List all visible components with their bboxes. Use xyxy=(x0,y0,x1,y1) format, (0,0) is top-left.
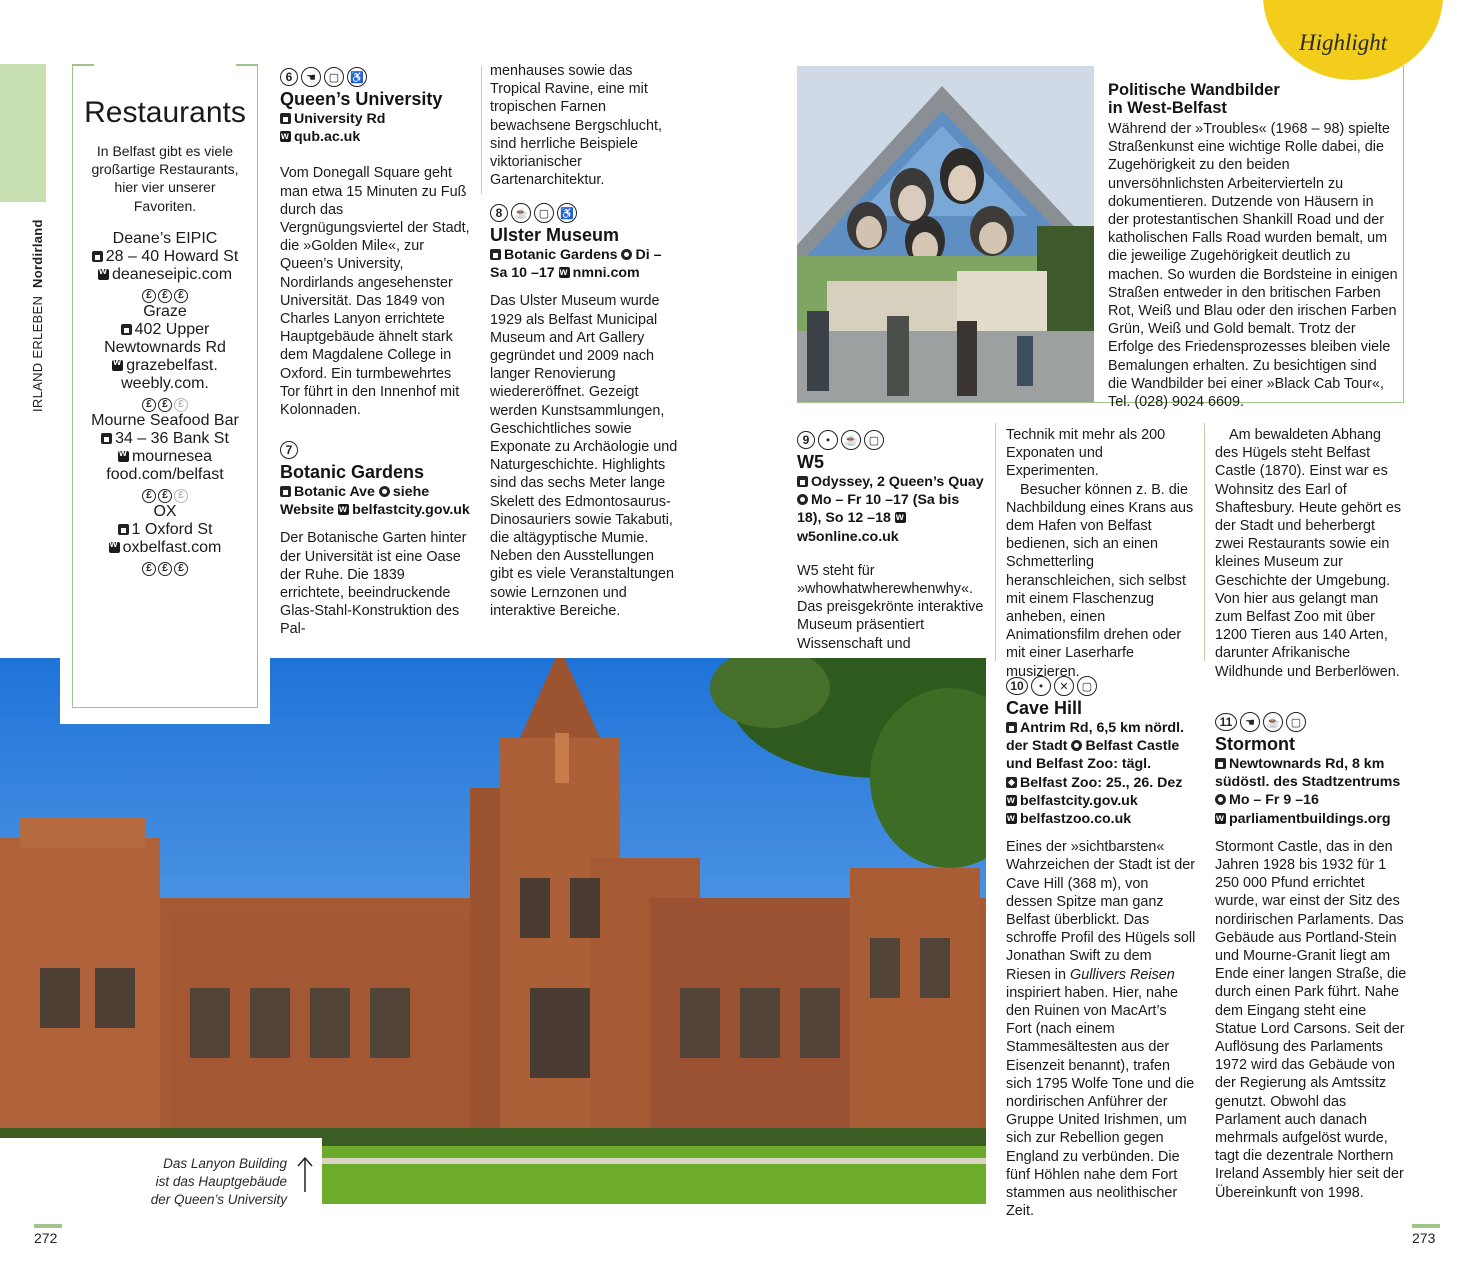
entry-text: Das Ulster Museum wurde 1929 als Belfast Municipal Museum and Art Gallery gegründet und 2009 nach langer Renovierung wiedereröffnet. Gezeigt werden Kunstsammlungen, Geschichtliches sowie Exponate zu Archäologie und Naturgeschichte. Highlights sind das sechs Meter lange Skelett des Edmontosaurus-Dinosauriers sowie Takabuti, die altägyptische Mumie. Neben den Ausstellungen gibt es viele Veranstaltungen sowie Lernzonen und interaktive Bereiche. xyxy=(490,293,678,619)
entry-badges xyxy=(280,66,470,88)
entry-badges xyxy=(490,202,680,224)
caption-line1: Das Lanyon Building xyxy=(163,1156,287,1171)
price-icon: £ xyxy=(158,398,172,412)
entry-website[interactable]: qub.ac.uk xyxy=(294,129,361,146)
entry-text: Der Botanische Garten hinter der Universität ist eine Oase der Ruhe. Die 1839 errichtete, beeindruckende Glas-Stahl-Konstruktion des Pal- xyxy=(280,530,467,638)
price-icon: £ xyxy=(142,289,156,303)
entry-text: Vom Donegall Square geht man etwa 15 Minuten zu Fuß durch das Vergnügungsviertel der Stadt, die »Golden Mile«, zur Queen’s University, Nordirlands angesehenster Universität. Das 1849 von Charles Lanyon errichtete Hauptgebäude ähnelt stark dem Magdalene College in Oxford. Ein turmbewehrtes Tor führt in den Innenhof mit Kolonnaden. xyxy=(280,165,470,419)
address-icon xyxy=(101,433,112,444)
web-icon xyxy=(112,360,123,371)
section-tab-label xyxy=(30,219,45,412)
page-number-left xyxy=(34,1224,62,1228)
column-divider xyxy=(481,66,482,194)
price-icon: £ xyxy=(174,289,188,303)
entry-text: W5 steht für »whowhatwherewhenwhy«. Das preisgekrönte interaktive Museum präsentiert Wissenschaft und xyxy=(797,562,984,652)
restaurant-name: Graze xyxy=(143,302,187,320)
restaurant-address: 1 Oxford St xyxy=(131,520,213,538)
web-icon xyxy=(118,451,129,462)
price-icon-inactive: £ xyxy=(174,398,188,412)
column-divider xyxy=(1204,423,1205,661)
page-number-right xyxy=(1412,1224,1440,1228)
entry-number: 9 xyxy=(797,431,815,449)
entry-text-italic: Gullivers Reisen xyxy=(1070,966,1175,983)
entry-number: 7 xyxy=(280,441,298,459)
shop-icon: ▢ xyxy=(864,430,884,450)
entry-hours: Mo – Fr 9 –16 xyxy=(1229,792,1319,809)
entry-number: 6 xyxy=(280,68,298,86)
entry-badges xyxy=(280,439,470,461)
entry-hours: siehe Website xyxy=(280,484,430,519)
restaurants-intro: In Belfast gibt es viele großartige Restaurants, hier vier unserer Favoriten. xyxy=(91,143,239,214)
entry-address: Odyssey, 2 Queen’s Quay xyxy=(811,474,984,490)
entry-website[interactable]: belfastcity.gov.uk xyxy=(352,502,470,519)
ticket-icon: ⬩ xyxy=(818,430,838,450)
restaurants-sidebar-content xyxy=(80,94,250,576)
entry-hours: Belfast Castle und Belfast Zoo: tägl. xyxy=(1006,738,1180,773)
web-icon xyxy=(1006,813,1017,824)
restaurant-website[interactable]: grazebelfast. xyxy=(126,356,218,374)
entry-badges xyxy=(1006,675,1196,697)
caption-line2: ist das Hauptgebäude xyxy=(155,1174,287,1189)
restaurant-icon: ✕ xyxy=(1054,676,1074,696)
section-color-tab xyxy=(0,64,46,202)
section-part2: Nordirland xyxy=(30,219,45,288)
entry-website-link[interactable] xyxy=(280,128,470,146)
entry-number: 8 xyxy=(490,204,508,222)
entry-botanic-continuation: menhauses sowie das Tropical Ravine, eine mit tropischen Farnen bewachsene Bergschlucht, sind herrliche Beispiele viktorianischer Gartenarchitektur. xyxy=(490,63,662,189)
price-icon: £ xyxy=(142,398,156,412)
restaurant-website-link[interactable] xyxy=(80,357,250,375)
entry-address: Antrim Rd, 6,5 km nördl. der Stadt xyxy=(1006,720,1184,755)
cafe-icon: ☕ xyxy=(511,203,531,223)
entry-website-link[interactable] xyxy=(1215,810,1407,828)
web-icon xyxy=(1215,813,1226,824)
hand-icon: ☚ xyxy=(1240,712,1260,732)
caption-line3: der Queen’s University xyxy=(150,1192,287,1207)
ticket-icon: ⬩ xyxy=(1031,676,1051,696)
web-icon xyxy=(559,267,570,278)
entry-title: W5 xyxy=(797,452,824,472)
shop-icon: ▢ xyxy=(324,67,344,87)
entry-website[interactable]: parliamentbuildings.org xyxy=(1229,810,1391,827)
address-icon xyxy=(1006,722,1017,733)
price-rating xyxy=(80,489,250,503)
section-part1: IRLAND ERLEBEN xyxy=(30,295,45,412)
shop-icon: ▢ xyxy=(1286,712,1306,732)
restaurant-address: 34 – 36 Bank St xyxy=(115,429,229,447)
entry-address: University Rd xyxy=(294,111,386,127)
shop-icon: ▢ xyxy=(534,203,554,223)
entry-cave-hill-col2: Am bewaldeten Abhang des Hügels steht Belfast Castle (1870). Einst war es Wohnsitz des Earl of Shaftesbury. Heute gehört es der Stadt und beherbergt zwei Restaurants sowie ein kleines Museum zur Geschichte der Umgebung. Von hier aus gelangt man zum Belfast Zoo mit über 1200 Tieren aus 140 Arten, darunter Afrikanische Wildhunde und Berberlöwen. xyxy=(1215,427,1402,680)
entry-website-2[interactable]: belfastzoo.co.uk xyxy=(1020,811,1132,828)
entry-text xyxy=(1006,838,1196,1220)
entry-title: Cave Hill xyxy=(1006,698,1083,718)
box-title-line2: in West-Belfast xyxy=(1108,99,1227,117)
page-number-left-text: 272 xyxy=(34,1230,58,1246)
wheelchair-icon: ♿ xyxy=(347,67,367,87)
shop-icon: ▢ xyxy=(1077,676,1097,696)
web-icon xyxy=(1006,795,1017,806)
price-rating xyxy=(80,398,250,412)
entry-number: 11 xyxy=(1215,713,1237,731)
entry-queens-university xyxy=(280,66,470,419)
entry-botanic-gardens xyxy=(280,439,470,639)
entry-address: Botanic Ave xyxy=(294,484,375,500)
web-icon xyxy=(98,269,109,280)
entry-badges xyxy=(797,429,987,451)
photo-caption xyxy=(120,1155,287,1209)
clock-icon xyxy=(797,494,808,505)
entry-title: Queen’s University xyxy=(280,89,443,109)
restaurant-name: Mourne Seafood Bar xyxy=(91,411,239,429)
restaurant-website[interactable]: deaneseipic.com xyxy=(111,265,233,283)
address-icon xyxy=(92,251,103,262)
restaurants-title: Restaurants xyxy=(84,96,246,129)
wheelchair-icon: ♿ xyxy=(557,203,577,223)
column-divider xyxy=(995,423,996,661)
address-icon xyxy=(280,486,291,497)
entry-w5-text3: Besucher können z. B. die Nachbildung eines Krans aus dem Hafen von Belfast bedienen, sich an einen Schmetterling heranschleichen, sich selbst mit einem Flaschenzug anheben, einen Animationsfilm drehen oder mit einer Laserharfe musizieren. xyxy=(1006,481,1194,680)
restaurant-name: OX xyxy=(153,502,177,520)
web-icon xyxy=(895,512,906,523)
entry-address: Newtownards Rd, 8 km südöstl. des Stadtzentrums xyxy=(1215,756,1401,791)
entry-website[interactable]: nmni.com xyxy=(572,265,640,282)
entry-website[interactable]: w5online.co.uk xyxy=(797,528,899,545)
web-icon xyxy=(109,542,120,553)
restaurant-website[interactable]: oxbelfast.com xyxy=(122,538,222,556)
address-icon xyxy=(280,113,291,124)
cafe-icon: ☕ xyxy=(841,430,861,450)
price-icon: £ xyxy=(158,562,172,576)
entry-cave-hill xyxy=(1006,675,1196,1220)
address-icon xyxy=(1215,758,1226,769)
address-icon xyxy=(797,476,808,487)
price-icon: £ xyxy=(174,562,188,576)
box-title-line1: Politische Wandbilder xyxy=(1108,81,1280,99)
restaurant-website-link[interactable] xyxy=(80,266,250,284)
restaurant-website[interactable]: mournesea food.com/belfast xyxy=(106,447,224,483)
restaurant-entry-ox xyxy=(80,503,250,576)
entry-title: Botanic Gardens xyxy=(280,462,425,482)
clock-icon xyxy=(1215,794,1226,805)
highlight-label: Highlight xyxy=(1299,30,1388,55)
cafe-icon: ☕ xyxy=(1263,712,1283,732)
clock-icon xyxy=(379,486,390,497)
entry-text: Stormont Castle, das in den Jahren 1928 bis 1932 für 1 250 000 Pfund errichtet wurde, war einst der Sitz des nordirischen Parlaments. Das Gebäude aus Portland-Stein und Mourne-Granit liegt am Ende einer langen Straße, die durch einen Park führt. Nahe dem Eingang steht eine Statue Lord Carsons. Seit der Auflösung des Parlaments 1972 wird das Gebäude von der Regierung als Amtssitz genutzt. Obwohl das Parlament auch danach mehrmals aufgelöst wurde, tagt die dezentrale Northern Ireland Assembly hier seit der Übereinkunft von 1998. xyxy=(1215,838,1407,1201)
entry-closed: Belfast Zoo: 25., 26. Dez xyxy=(1020,774,1183,791)
page-number-right-text: 273 xyxy=(1412,1230,1436,1246)
box-text: Während der »Troubles« (1968 – 98) spielte Straßenkunst eine wichtige Rolle dabei, die Zugehörigkeit zu den beiden unversöhnlichsten Arbeitervierteln zu dokumentieren. Dutzende von Häusern in der protestantischen Shankill Road und der katholischen Falls Road wurden bemalt, um die jeweilige Zugehörigkeit deutlich zu machen. So wurden die Bordsteine in einigen Straßen entweder in den britischen Farben Rot, Weiß und Blau oder den irischen Farben Grün, Weiß und Gold bemalt. Trotz der Erfolge des Friedensprozesses bleiben viele Bemalungen erhalten. Zu besichtigen sind die Wandbilder bei einer »Black Cab Tour«, Tel. (028) 9024 6609. xyxy=(1108,121,1398,411)
entry-title: Ulster Museum xyxy=(490,225,620,245)
entry-title: Stormont xyxy=(1215,734,1295,754)
price-icon: £ xyxy=(142,489,156,503)
lanyon-building-svg xyxy=(0,658,986,1204)
address-icon xyxy=(490,249,501,260)
entry-ulster-museum xyxy=(490,202,680,620)
web-icon xyxy=(338,504,349,515)
entry-text-a: Eines der »sichtbarsten« Wahrzeichen der Stadt ist der Cave Hill (368 m), von dessen Spitze man ganz Belfast überblickt. Das schroffe Profil des Hügels soll Jonathan Swift zu dem Riesen in xyxy=(1006,839,1196,983)
entry-w5-text2: Technik mit mehr als 200 Exponaten und Experimenten. xyxy=(1006,427,1166,480)
restaurant-website-cont[interactable]: weebly.com. xyxy=(121,374,209,392)
caption-arrow-icon xyxy=(297,1156,313,1192)
restaurant-entry-deanes xyxy=(80,230,250,303)
entry-website-link[interactable] xyxy=(1006,792,1196,810)
closed-icon xyxy=(1006,777,1017,788)
clock-icon xyxy=(621,249,632,260)
clock-icon xyxy=(1071,740,1082,751)
entry-website[interactable]: belfastcity.gov.uk xyxy=(1020,792,1138,809)
entry-w5 xyxy=(797,429,987,653)
price-icon-inactive: £ xyxy=(174,489,188,503)
restaurant-website-link[interactable] xyxy=(80,448,250,484)
entry-w5-continuation xyxy=(1006,426,1196,681)
entry-address: Botanic Gardens xyxy=(504,247,618,263)
restaurant-name: Deane’s EIPIC xyxy=(112,229,218,247)
web-icon xyxy=(280,131,291,142)
entry-website-link-2[interactable] xyxy=(1006,810,1196,828)
entry-hours: Di – Sa 10 –17 xyxy=(490,247,662,282)
price-icon: £ xyxy=(158,489,172,503)
murals-box-text xyxy=(1108,81,1398,411)
sidebar-frame-bottom xyxy=(72,658,258,708)
entry-stormont xyxy=(1215,711,1407,1202)
price-icon: £ xyxy=(142,562,156,576)
hand-icon: ☚ xyxy=(301,67,321,87)
restaurant-website-link[interactable] xyxy=(80,539,250,557)
entry-badges xyxy=(1215,711,1407,733)
price-rating xyxy=(80,289,250,303)
price-icon: £ xyxy=(158,289,172,303)
restaurant-address: 402 Upper Newtownards Rd xyxy=(104,320,226,356)
address-icon xyxy=(118,524,129,535)
lanyon-building-photo xyxy=(0,658,986,1204)
price-rating xyxy=(80,562,250,576)
entry-hours: Mo – Fr 10 –17 (Sa bis 18), So 12 –18 xyxy=(797,492,960,527)
entry-text-b: inspiriert haben. Hier, nahe den Ruinen von MacArt’s Fort (nach einem Stammesältesten aus der Eisenzeit benannt), trafen sich 1795 Wolfe Tone und die nordirischen Anführer der Gruppe United Irishmen, um sich zur Rebellion gegen England zu verbünden. Die fünf Höhlen nahe dem Fort stammen aus neolithischer Zeit. xyxy=(1006,984,1195,1220)
restaurant-entry-mourne xyxy=(80,412,250,503)
address-icon xyxy=(121,324,132,335)
restaurant-address: 28 – 40 Howard St xyxy=(105,247,239,265)
restaurant-entry-graze xyxy=(80,303,250,412)
entry-number: 10 xyxy=(1006,677,1028,695)
